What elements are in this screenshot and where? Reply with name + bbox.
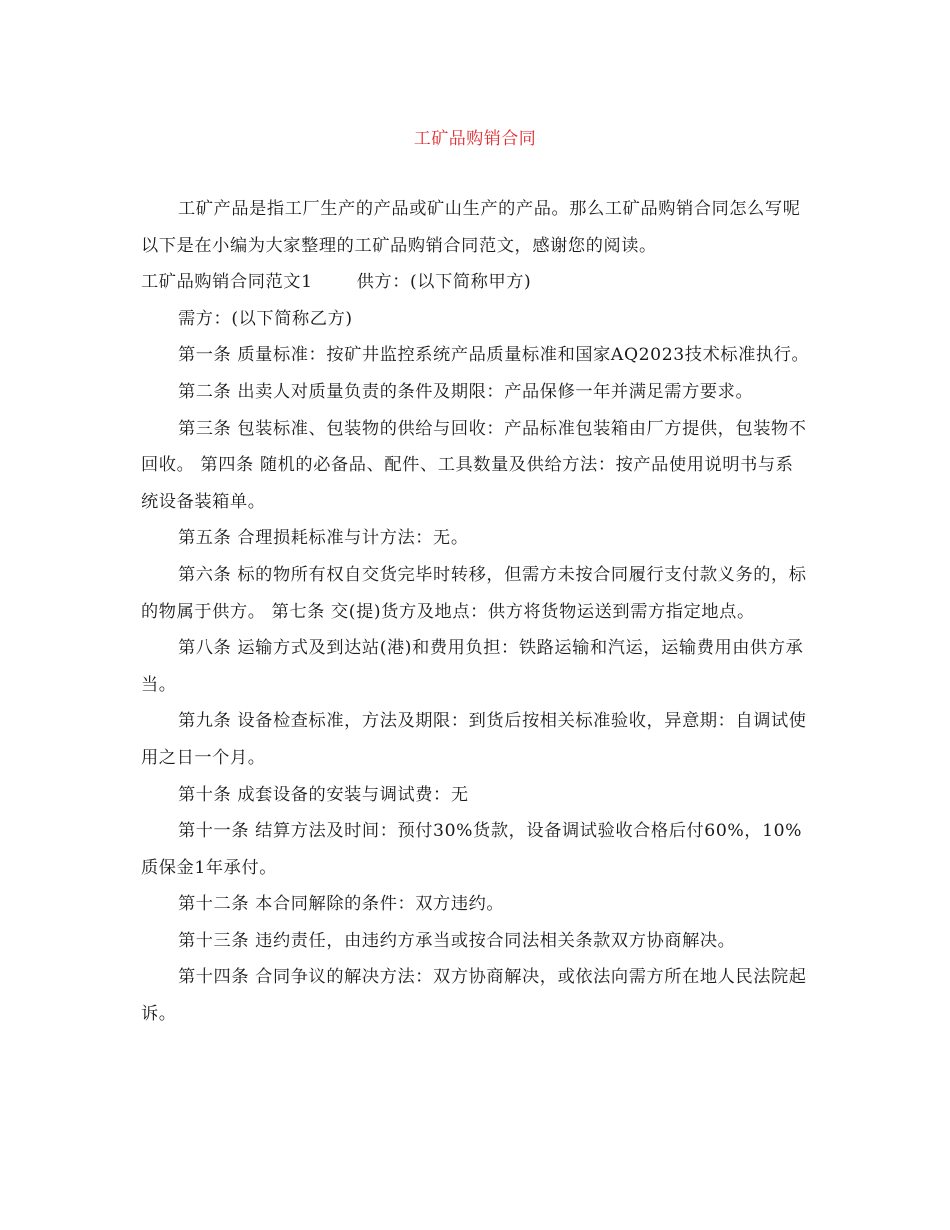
document-title: 工矿品购销合同	[413, 129, 537, 149]
document-body	[141, 191, 811, 1033]
clause-12: 第十二条 本合同解除的条件：双方违约。	[177, 894, 505, 915]
clause-14: 第十四条 合同争议的解决方法：双方协商解决，或依法向需方所在地人民法院起诉。	[141, 967, 807, 1025]
clause-6-7: 第六条 标的物所有权自交货完毕时转移，但需方未按合同履行支付款义务的，标的物属于供方。 第七条 交(提)货方及地点：供方将货物运送到需方指定地点。	[141, 564, 807, 622]
seller-line: 供方：(以下简称甲方)	[356, 272, 532, 293]
clause-1: 第一条 质量标准：按矿井监控系统产品质量标准和国家AQ2023技术标准执行。	[177, 345, 810, 366]
clause-5: 第五条 合理损耗标准与计方法：无。	[177, 528, 469, 549]
intro-paragraph: 工矿产品是指工厂生产的产品或矿山生产的产品。那么工矿品购销合同怎么写呢以下是在小编为大家整理的工矿品购销合同范文，感谢您的阅读。	[141, 199, 801, 256]
clause-8: 第八条 运输方式及到达站(港)和费用负担：铁路运输和汽运，运输费用由供方承当。	[141, 638, 804, 695]
sample-heading-line	[141, 264, 811, 301]
buyer-line: 需方：(以下简称乙方)	[177, 308, 353, 329]
sample-heading: 工矿品购销合同范文1	[141, 272, 313, 293]
clause-13: 第十三条 违约责任，由违约方承当或按合同法相关条款双方协商解决。	[177, 930, 736, 951]
clause-2: 第二条 出卖人对质量负责的条件及期限：产品保修一年并满足需方要求。	[177, 381, 754, 402]
clause-3-4: 第三条 包装标准、包装物的供给与回收：产品标准包装箱由厂方提供，包装物不回收。 第四条 随机的必备品、配件、工具数量及供给方法：按产品使用说明书与系统设备装箱单。	[141, 418, 807, 512]
clause-9: 第九条 设备检查标准，方法及期限：到货后按相关标准验收，异意期：自调试使用之日一个月。	[141, 711, 807, 768]
clause-11: 第十一条 结算方法及时间：预付30%货款，设备调试验收合格后付60%，10%质保金1年承付。	[141, 821, 803, 878]
clause-10: 第十条 成套设备的安装与调试费：无	[177, 784, 469, 805]
